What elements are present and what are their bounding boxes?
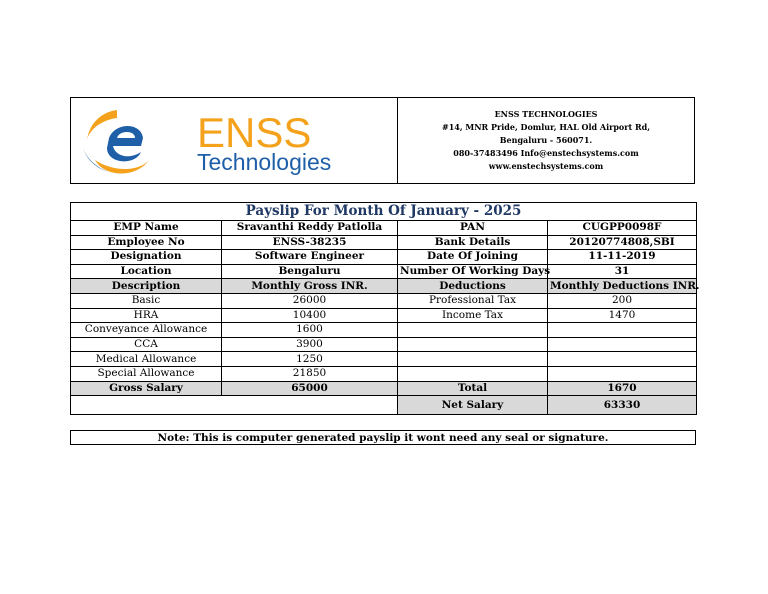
header-monthly-deductions: Monthly Deductions INR.: [548, 279, 697, 294]
totals-row: [71, 381, 697, 396]
earning-amount: 1600: [222, 323, 398, 338]
company-logo: [71, 98, 398, 183]
total-deductions-label: Total: [398, 381, 548, 396]
earning-label: Special Allowance: [71, 366, 222, 381]
earning-label: Medical Allowance: [71, 352, 222, 367]
info-label: Bank Details: [398, 235, 548, 250]
deduction-amount: 200: [548, 293, 697, 308]
deduction-amount: [548, 352, 697, 367]
earning-amount: 10400: [222, 308, 398, 323]
company-address-line1: #14, MNR Pride, Domlur, HAL Old Airport Rd,: [441, 122, 650, 132]
logo-subtitle: Technologies: [197, 149, 332, 175]
payslip-table: [70, 202, 700, 415]
deduction-label: [398, 323, 548, 338]
earning-label: Conveyance Allowance: [71, 323, 222, 338]
header-monthly-gross: Monthly Gross INR.: [222, 279, 398, 294]
info-label: Number Of Working Days: [398, 264, 548, 279]
earning-label: CCA: [71, 337, 222, 352]
header-deductions: Deductions: [398, 279, 548, 294]
line-item-row: [71, 308, 697, 323]
line-item-row: [71, 323, 697, 338]
info-label: PAN: [398, 221, 548, 236]
info-value: CUGPP0098F: [548, 221, 697, 236]
payslip-note: Note: This is computer generated payslip it wont need any seal or signature.: [70, 430, 696, 445]
logo-wordmark: ENSS: [197, 109, 312, 156]
header-description: Description: [71, 279, 222, 294]
deduction-amount: [548, 366, 697, 381]
earning-label: Basic: [71, 293, 222, 308]
company-address-line2: Bengaluru - 560071.: [499, 135, 593, 145]
total-deductions-value: 1670: [548, 381, 697, 396]
info-value: 20120774808,SBI: [548, 235, 697, 250]
earning-amount: 3900: [222, 337, 398, 352]
net-salary-row: [71, 396, 697, 415]
line-item-row: [71, 366, 697, 381]
earning-label: HRA: [71, 308, 222, 323]
table-header-row: [71, 279, 697, 294]
payslip-title: Payslip For Month Of January - 2025: [71, 203, 697, 221]
info-value: 31: [548, 264, 697, 279]
deduction-amount: [548, 337, 697, 352]
deduction-label: Income Tax: [398, 308, 548, 323]
earning-amount: 1250: [222, 352, 398, 367]
info-row: [71, 221, 697, 236]
earning-amount: 21850: [222, 366, 398, 381]
info-row: [71, 235, 697, 250]
deduction-label: [398, 352, 548, 367]
info-label: Date Of Joining: [398, 250, 548, 265]
deduction-label: Professional Tax: [398, 293, 548, 308]
net-salary-value: 63330: [548, 396, 697, 415]
deduction-amount: [548, 323, 697, 338]
company-name: ENSS TECHNOLOGIES: [494, 109, 598, 119]
deduction-amount: 1470: [548, 308, 697, 323]
info-label: Designation: [71, 250, 222, 265]
info-value: ENSS-38235: [222, 235, 398, 250]
info-row: [71, 250, 697, 265]
net-salary-label: Net Salary: [398, 396, 548, 415]
info-value: Bengaluru: [222, 264, 398, 279]
enss-logo-icon: [79, 102, 379, 182]
earning-amount: 26000: [222, 293, 398, 308]
deduction-label: [398, 337, 548, 352]
company-contact: 080-37483496 Info@enstechsystems.com www.enstechsystems.com: [453, 148, 639, 171]
gross-salary-value: 65000: [222, 381, 398, 396]
info-label: Location: [71, 264, 222, 279]
info-row: [71, 264, 697, 279]
info-label: EMP Name: [71, 221, 222, 236]
info-value: 11-11-2019: [548, 250, 697, 265]
info-value: Software Engineer: [222, 250, 398, 265]
line-item-row: [71, 352, 697, 367]
line-item-row: [71, 293, 697, 308]
net-salary-blank: [71, 396, 398, 415]
company-header: [70, 97, 695, 184]
info-value: Sravanthi Reddy Patlolla: [222, 221, 398, 236]
line-item-row: [71, 337, 697, 352]
gross-salary-label: Gross Salary: [71, 381, 222, 396]
company-address-block: [398, 98, 694, 183]
info-label: Employee No: [71, 235, 222, 250]
deduction-label: [398, 366, 548, 381]
